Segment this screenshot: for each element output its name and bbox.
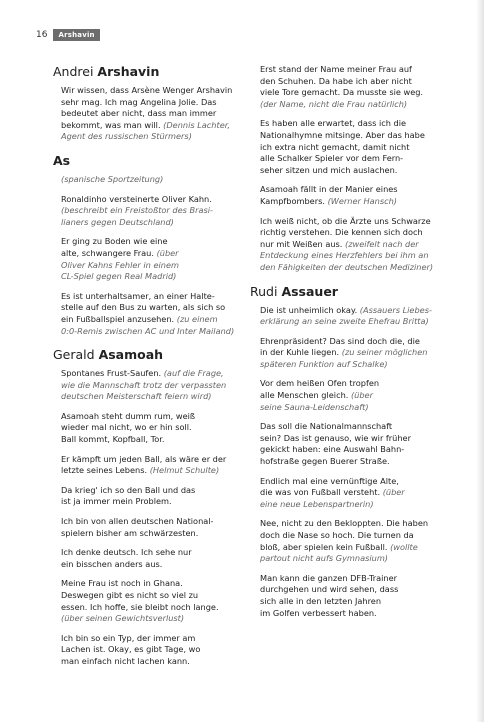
quote-source: (Helmut Schulte) — [149, 465, 220, 476]
quote-source: (über eine neue Lebenspartnerin) — [260, 487, 405, 509]
quote-text: Ich weiß nicht, ob die Ärzte uns Schwarze richtig verstehen. Die kennen sich doch nur mit Weißen aus. — [260, 215, 431, 249]
person-name — [53, 153, 243, 168]
quote-text: Es ist unterhaltsamer, an einer Halte- stelle auf den Bus zu warten, als sich so ein Fußballspiel anzusehen. — [61, 290, 226, 324]
quote-text: Asamoah steht dumm rum, weiß wieder mal nicht, wo er hin soll. Ball kommt, Kopfball, Tor. — [61, 410, 196, 445]
quote — [260, 336, 440, 371]
quote-text: Spontanes Frust-Saufen. — [61, 368, 164, 379]
quote — [260, 421, 440, 467]
page-number: 16 — [36, 30, 48, 40]
first-name: Andrei — [53, 64, 98, 79]
quote — [260, 476, 440, 511]
quote-text: Ich denke deutsch. Ich sehe nur ein bisschen anders aus. — [61, 547, 192, 569]
quote-text: Es haben alle erwartet, dass ich die Nationalhymne mitsinge. Aber das habe ich extra nicht gemacht, damit nicht alle Schalker Spieler vor dem Fern- seher sitzen und mich auslachen. — [260, 118, 425, 175]
quote — [61, 368, 243, 403]
person-name — [250, 284, 440, 299]
quote-source: (spanische Sportzeitung) — [61, 173, 164, 184]
quote-text: Meine Frau ist noch in Ghana. Deswegen gibt es nicht so viel zu essen. Ich hoffe, sie bleibt noch lange. — [61, 578, 219, 612]
quote-text: Erst stand der Name meiner Frau auf den Schuhen. Da habe ich aber nicht viele Tore gemacht. Da musste sie weg. — [260, 64, 424, 98]
person-name — [53, 347, 243, 362]
quote — [260, 573, 440, 619]
last-name: Asamoah — [98, 347, 164, 363]
quote-source: (zu einem 0:0-Remis zwischen AC und Inter Mailand) — [61, 313, 235, 336]
quote-source: (auf die Frage, wie die Mannschaft trotz der verpassten deutschen Meisterschaft feiern wird) — [61, 368, 227, 402]
quote-text: Asamoah fällt in der Manier eines Kampfbombers. — [260, 184, 398, 206]
quote-text: Ich bin so ein Typ, der immer am Lachen ist. Okay, es gibt Tage, wo man einfach nicht lachen kann. — [61, 632, 201, 666]
quote-source: (über Oliver Kahns Fehler in einem CL-Spiel gegen Real Madrid) — [61, 247, 179, 282]
first-name: Gerald — [53, 347, 99, 363]
quote-source: (der Name, nicht die Frau natürlich) — [260, 98, 408, 109]
last-name: Arshavin — [97, 64, 160, 79]
left-column — [53, 64, 243, 676]
quote-text: Wir wissen, dass Arsène Wenger Arshavin sehr mag. Ich mag Angelina Jolie. Das bedeutet aber nicht, dass man immer bekommt, was man will. — [61, 85, 233, 130]
quote-source: (Dennis Lachter, Agent des russischen Stürmers) — [61, 119, 230, 142]
quote-text: Er ging zu Boden wie eine alte, schwangere Frau. — [61, 236, 168, 258]
quote-text: Die ist unheimlich okay. — [260, 304, 360, 315]
last-name: Assauer — [281, 283, 338, 299]
section-asamoah — [53, 347, 243, 667]
quote — [61, 411, 243, 446]
quote — [260, 305, 440, 328]
section-as — [53, 153, 243, 337]
quote-text: Nee, nicht zu den Bekloppten. Die haben doch die Nase so hoch. Die turnen da bloß, aber spielen kein Fußball. — [260, 518, 429, 552]
quote — [61, 633, 243, 668]
quote — [61, 174, 243, 186]
quote-text: Das soll die Nationalmannschaft sein? Das ist genauso, wie wir früher gekickt haben: eine Auswahl Bahn- hofstraße gegen Buerer Straße. — [260, 421, 411, 467]
quote — [61, 291, 243, 337]
quote-text: Ich bin von allen deutschen National- spielern bisher am schwärzesten. — [61, 516, 214, 538]
quote-source: (beschreibt ein Freistoßtor des Brasi- lianers gegen Deutschland) — [61, 205, 213, 227]
quote-text: Er kämpft um jeden Ball, als wäre er der letzte seines Lebens. — [61, 453, 227, 476]
quote-text: Man kann die ganzen DFB-Trainer durchgehen und wird sehen, dass sich alle in den letzten Jahren im Golfen verbessert haben. — [260, 572, 399, 618]
person-name — [53, 64, 243, 79]
quote — [61, 85, 243, 143]
quote-text: Ehrenpräsident? Das sind doch die, die in der Kuhle liegen. — [260, 335, 420, 358]
quote-source: (über seinen Gewichtsverlust) — [61, 613, 185, 624]
running-head: Arshavin — [53, 29, 99, 41]
quote-source: (Assauers Liebes- erklärung an seine zweite Ehefrau Britta) — [260, 304, 432, 327]
quote — [260, 184, 440, 207]
quote — [61, 236, 243, 282]
first-name: Rudi — [250, 283, 282, 299]
quote-text: Da krieg' ich so den Ball und das ist ja immer mein Problem. — [61, 484, 196, 507]
page-header — [36, 29, 100, 41]
section-arshavin — [53, 64, 243, 143]
quote — [260, 216, 440, 274]
quote — [61, 485, 243, 508]
section-asamoah-continued — [250, 64, 440, 274]
quote — [61, 516, 243, 539]
quote — [260, 518, 440, 564]
quote-source: (Werner Hansch) — [327, 195, 397, 206]
quote — [61, 547, 243, 570]
assauer-quotes — [250, 305, 440, 620]
quote-text: Ronaldinho versteinerte Oliver Kahn. — [61, 193, 212, 204]
quote — [260, 378, 440, 413]
quote-source: (über seine Sauna-Leidenschaft) — [260, 390, 373, 412]
quote-source: (zu seiner möglichen späteren Funktion auf Schalke) — [260, 347, 428, 369]
quote-source: (zweifelt nach der Entdeckung eines Herzfehlers bei ihm an den Fähigkeiten der deutschen Mediziner) — [260, 238, 434, 272]
last-name: As — [53, 152, 71, 168]
quote — [61, 194, 243, 229]
section-assauer — [250, 284, 440, 620]
right-column — [250, 64, 440, 627]
quote-text: Endlich mal eine vernünftige Alte, die was von Fußball versteht. — [260, 475, 399, 498]
quote — [61, 454, 243, 477]
quote — [61, 578, 243, 624]
quote-source: (wollte partout nicht aufs Gymnasium) — [260, 541, 418, 564]
page-edge-shadow — [476, 0, 484, 722]
quote — [260, 118, 440, 176]
quote — [260, 64, 440, 110]
quote-text: Vor dem heißen Ofen tropfen alle Menschen gleich. — [260, 378, 380, 401]
